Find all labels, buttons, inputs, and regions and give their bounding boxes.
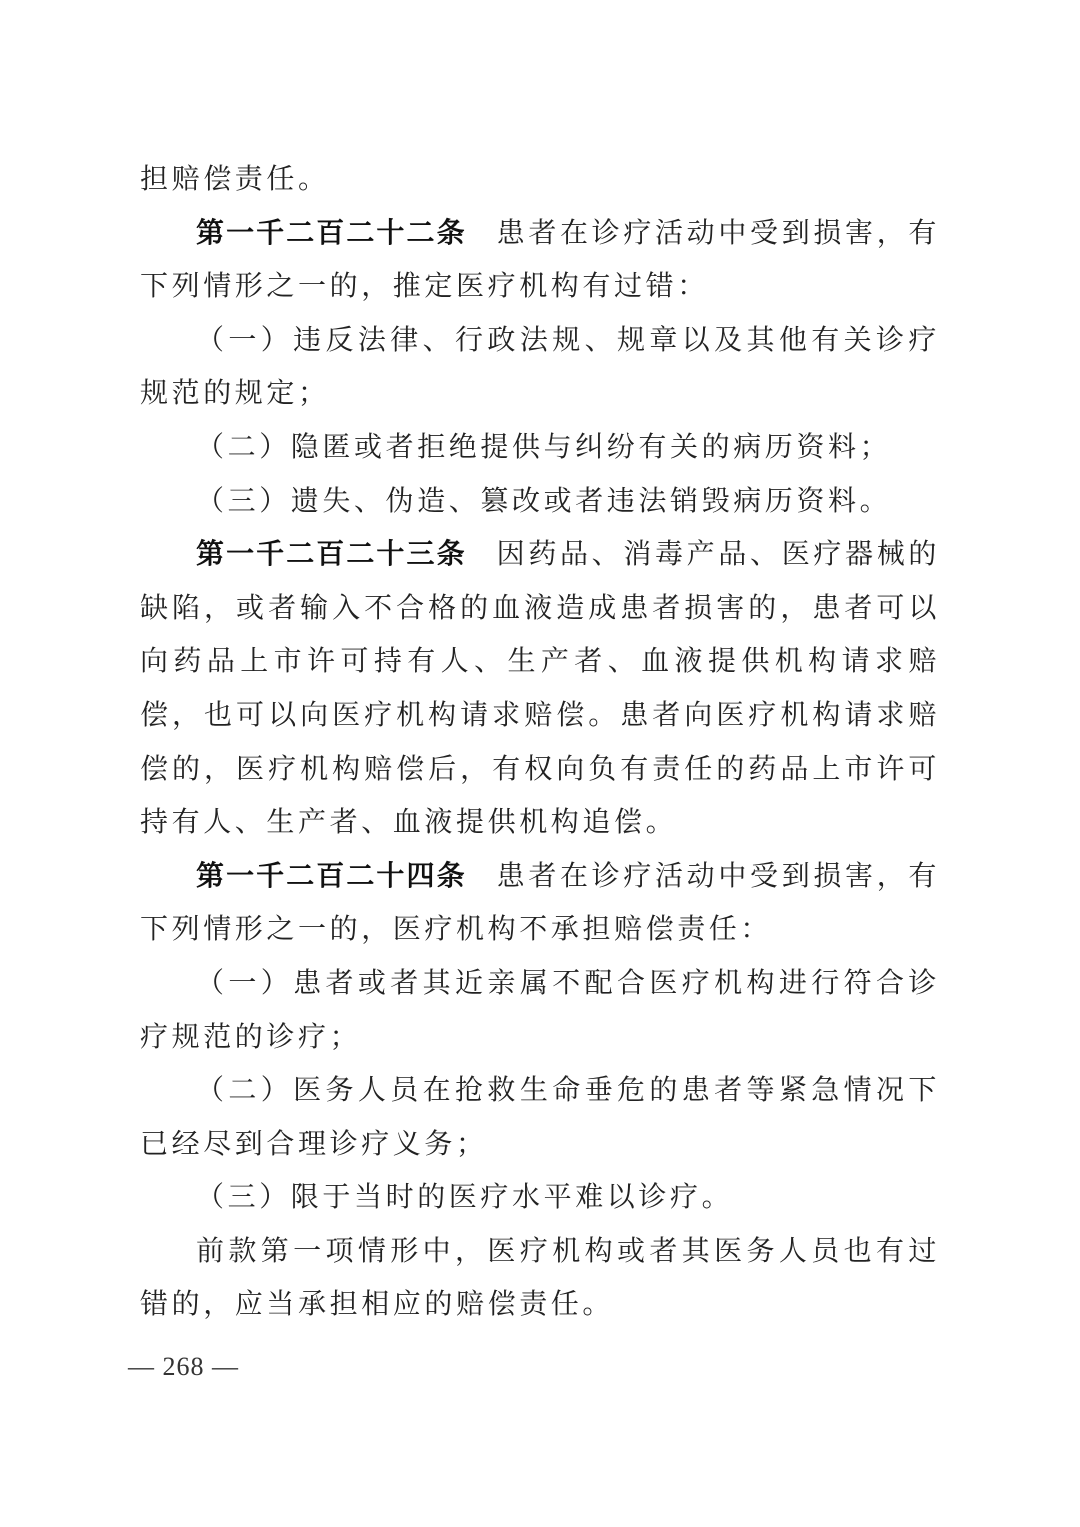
paragraph-text: （三）限于当时的医疗水平难以诊疗。 — [196, 1180, 734, 1214]
paragraph-text: 患者在诊疗活动中受到损害，有下列情形之一的，医疗机构不承担赔偿责任： — [140, 858, 940, 946]
paragraph-text: （二）隐匿或者拒绝提供与纠纷有关的病历资料； — [196, 429, 892, 463]
paragraph-text: （二）医务人员在抢救生命垂危的患者等紧急情况下已经尽到合理诊疗义务； — [140, 1073, 940, 1160]
article-title: 第一千二百二十四条 — [196, 858, 467, 892]
clause-1222-3 — [140, 474, 940, 528]
paragraph-text: （一）违反法律、行政法规、规章以及其他有关诊疗规范的规定； — [140, 322, 940, 410]
paragraph-text: （三）遗失、伪造、篡改或者违法销毁病历资料。 — [196, 483, 892, 517]
clause-1224-1 — [140, 956, 940, 1063]
body-text — [140, 152, 940, 1331]
paragraph-text: （一）患者或者其近亲属不配合医疗机构进行符合诊疗规范的诊疗； — [140, 965, 940, 1053]
page-number: — 268 — — [128, 1352, 239, 1381]
article-1224 — [140, 849, 940, 956]
article-1222 — [140, 206, 940, 313]
closing-paragraph — [140, 1224, 940, 1331]
clause-1224-2 — [140, 1063, 940, 1170]
paragraph-text: 患者在诊疗活动中受到损害，有下列情形之一的，推定医疗机构有过错： — [140, 215, 940, 303]
clause-1222-2 — [140, 420, 940, 474]
article-title: 第一千二百二十二条 — [196, 215, 467, 249]
article-1223 — [140, 527, 940, 849]
clause-1224-3 — [140, 1170, 940, 1224]
article-title: 第一千二百二十三条 — [196, 537, 467, 571]
continuation-paragraph — [140, 152, 940, 206]
paragraph-text: 担赔偿责任。 — [140, 162, 330, 195]
clause-1222-1 — [140, 313, 940, 420]
paragraph-text: 因药品、消毒产品、医疗器械的缺陷，或者输入不合格的血液造成患者损害的，患者可以向药品上市许可持有人、生产者、血液提供机构请求赔偿，也可以向医疗机构请求赔偿。患者向医疗机构请求赔偿的，医疗机构赔偿后，有权向负有责任的药品上市许可持有人、生产者、血液提供机构追偿。 — [140, 537, 940, 839]
paragraph-text: 前款第一项情形中，医疗机构或者其医务人员也有过错的，应当承担相应的赔偿责任。 — [140, 1233, 940, 1321]
